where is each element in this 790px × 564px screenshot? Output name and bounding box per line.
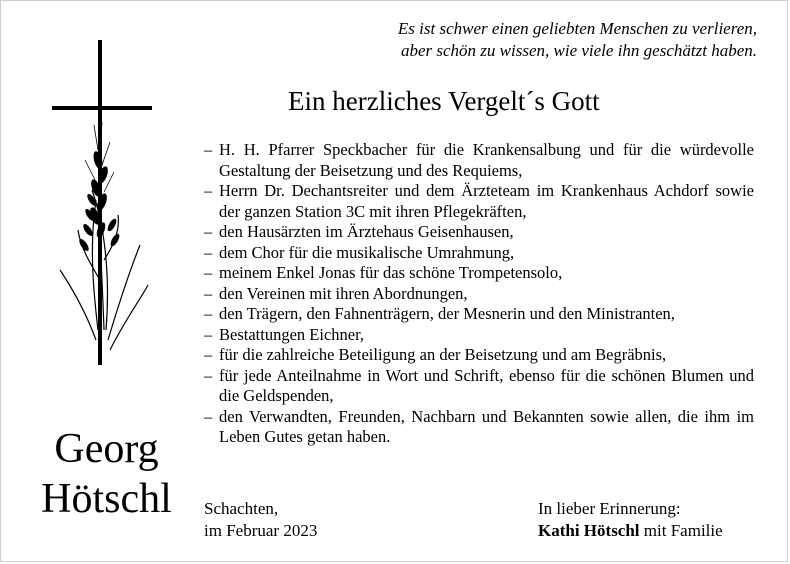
place-date-text: im Februar 2023 <box>204 521 318 540</box>
list-item <box>204 345 754 366</box>
list-item-text: für die zahlreiche Beteiligung an der Beisetzung und am Begräbnis, <box>219 345 667 364</box>
list-item-text: Bestattungen Eichner, <box>219 324 365 344</box>
list-item-text: den Vereinen mit ihren Abordnungen, <box>219 283 468 303</box>
place-date <box>204 498 317 542</box>
list-item <box>204 325 754 346</box>
list-item <box>204 181 754 222</box>
list-item-dash: – <box>204 242 213 262</box>
list-item <box>204 243 754 264</box>
list-item <box>204 263 754 284</box>
list-item-text: Herrn Dr. Dechantsreiter und dem Ärzteteam im Krankenhaus Achdorf sowie der ganzen Station 3C mit ihren Pflegekräften, <box>219 181 754 221</box>
quote <box>237 18 757 62</box>
quote-line-2: aber schön zu wissen, wie viele ihn geschätzt haben. <box>400 41 757 60</box>
quote-line-1: Es ist schwer einen geliebten Menschen zu verlieren, <box>397 19 757 38</box>
list-item-text: den Trägern, den Fahnenträgern, der Mesnerin und den Ministranten, <box>219 304 675 323</box>
place-town: Schachten, <box>204 499 279 518</box>
list-item-dash: – <box>204 283 213 303</box>
list-item <box>204 222 754 243</box>
list-item-text: den Hausärzten im Ärztehaus Geisenhausen, <box>219 222 514 241</box>
list-item-dash: – <box>204 345 213 364</box>
signature-intro: In lieber Erinnerung: <box>538 499 681 518</box>
thanks-list <box>204 140 754 448</box>
heading: Ein herzliches Vergelt´s Gott <box>288 86 600 116</box>
list-item-text: dem Chor für die musikalische Umrahmung, <box>219 242 515 262</box>
list-item-dash: – <box>204 263 213 282</box>
list-item-dash: – <box>204 304 213 323</box>
signature <box>538 498 723 542</box>
deceased-name <box>24 424 189 524</box>
list-item <box>204 366 754 407</box>
list-item <box>204 284 754 305</box>
list-item <box>204 407 754 448</box>
signature-suffix: mit Familie <box>639 521 723 540</box>
list-item-dash: – <box>204 324 213 344</box>
list-item-dash: – <box>204 222 213 241</box>
signature-line <box>538 520 723 542</box>
list-item <box>204 304 754 325</box>
cross-with-wheat-icon <box>40 30 160 375</box>
deceased-first-name: Georg <box>54 426 159 472</box>
deceased-last-name: Hötschl <box>41 476 172 522</box>
list-item <box>204 140 754 181</box>
list-item-text: den Verwandten, Freunden, Nachbarn und Bekannten sowie allen, die ihm im Leben Gutes getan haben. <box>219 406 754 446</box>
list-item-text: für jede Anteilnahme in Wort und Schrift, ebenso für die schönen Blumen und die Geldspenden, <box>219 365 754 405</box>
list-item-dash: – <box>204 365 213 385</box>
signature-name: Kathi Hötschl <box>538 521 640 540</box>
list-item-dash: – <box>204 140 213 159</box>
list-item-text: H. H. Pfarrer Speckbacher für die Krankensalbung und für die würdevolle Gestaltung der Beisetzung und des Requiems, <box>219 140 754 180</box>
list-item-text: meinem Enkel Jonas für das schöne Trompetensolo, <box>219 263 563 282</box>
list-item-dash: – <box>204 406 213 426</box>
list-item-dash: – <box>204 181 213 200</box>
